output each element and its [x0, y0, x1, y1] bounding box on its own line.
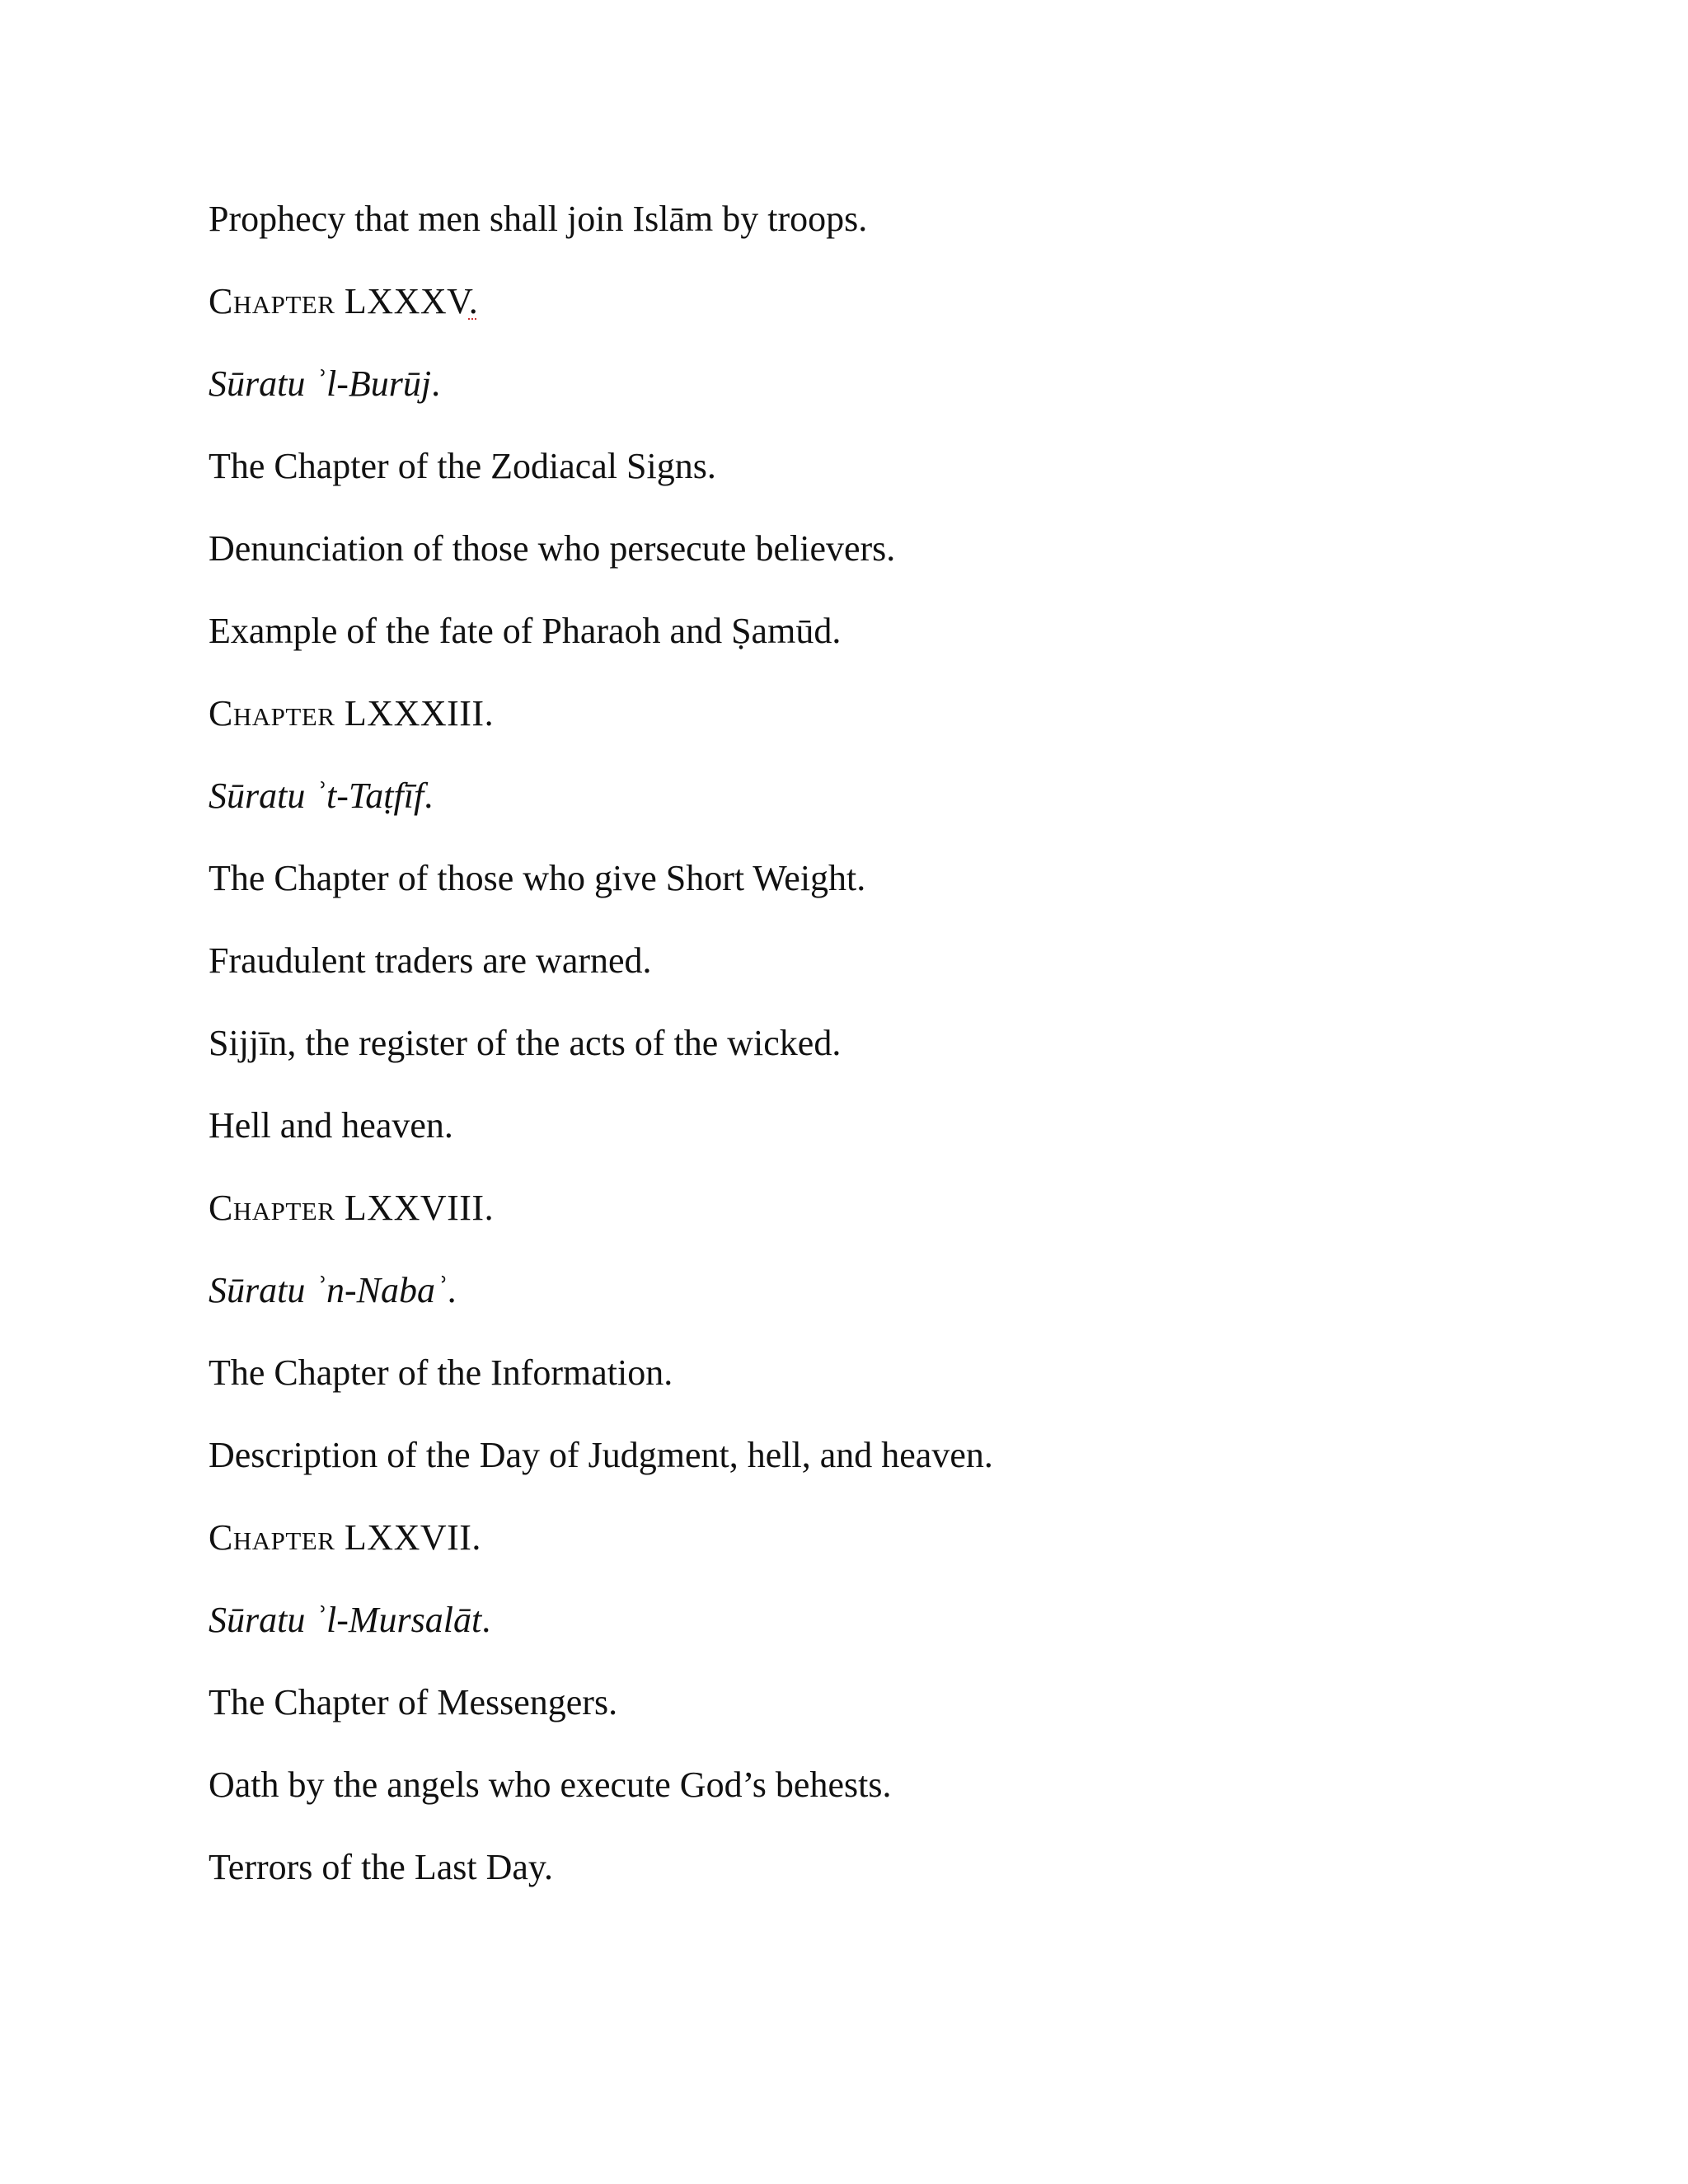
surah-title-tatfif — [209, 773, 433, 819]
line-prophecy-islam: Prophecy that men shall join Islām by troops. — [209, 199, 868, 239]
chapter-heading-lxxviii: Chapter LXXVIII. — [209, 1188, 495, 1228]
line-denunciation: Denunciation of those who persecute believers. — [209, 528, 896, 569]
line-fraudulent-traders: Fraudulent traders are warned. — [209, 940, 652, 981]
period: . — [424, 776, 434, 816]
surah-title-mursalat — [209, 1597, 490, 1643]
line-pharaoh-samud: Example of the fate of Pharaoh and Ṣamūd. — [209, 611, 842, 651]
period: . — [431, 363, 441, 404]
surah-title-text: Sūratu ʾl-Burūj — [209, 363, 432, 404]
period: . — [481, 1600, 491, 1640]
chapter-heading-lxxxv — [209, 279, 478, 325]
line-information: The Chapter of the Information. — [209, 1352, 673, 1393]
chapter-heading-lxxvii: Chapter LXXVII. — [209, 1517, 481, 1558]
line-zodiacal-signs: The Chapter of the Zodiacal Signs. — [209, 446, 716, 486]
line-sijjin: Sijjīn, the register of the acts of the wicked. — [209, 1023, 842, 1063]
surah-title-text: Sūratu ʾn-Nabaʾ — [209, 1270, 448, 1310]
line-oath-angels: Oath by the angels who execute God’s behests. — [209, 1765, 892, 1805]
surah-title-text: Sūratu ʾl-Mursalāt — [209, 1600, 482, 1640]
line-hell-heaven: Hell and heaven. — [209, 1105, 453, 1146]
line-messengers: The Chapter of Messengers. — [209, 1682, 618, 1722]
surah-title-text: Sūratu ʾt-Taṭfīf — [209, 776, 424, 816]
chapter-heading-text: Chapter LXXXV — [209, 281, 469, 321]
surah-title-buruj — [209, 361, 440, 407]
chapter-heading-lxxxiii: Chapter LXXXIII. — [209, 693, 495, 733]
spellcheck-mark: . — [468, 281, 479, 321]
period: . — [447, 1270, 457, 1310]
line-day-of-judgment: Description of the Day of Judgment, hell, and heaven. — [209, 1435, 993, 1475]
line-terrors-last-day: Terrors of the Last Day. — [209, 1847, 554, 1887]
surah-title-naba — [209, 1268, 457, 1314]
line-short-weight: The Chapter of those who give Short Weight. — [209, 858, 866, 898]
